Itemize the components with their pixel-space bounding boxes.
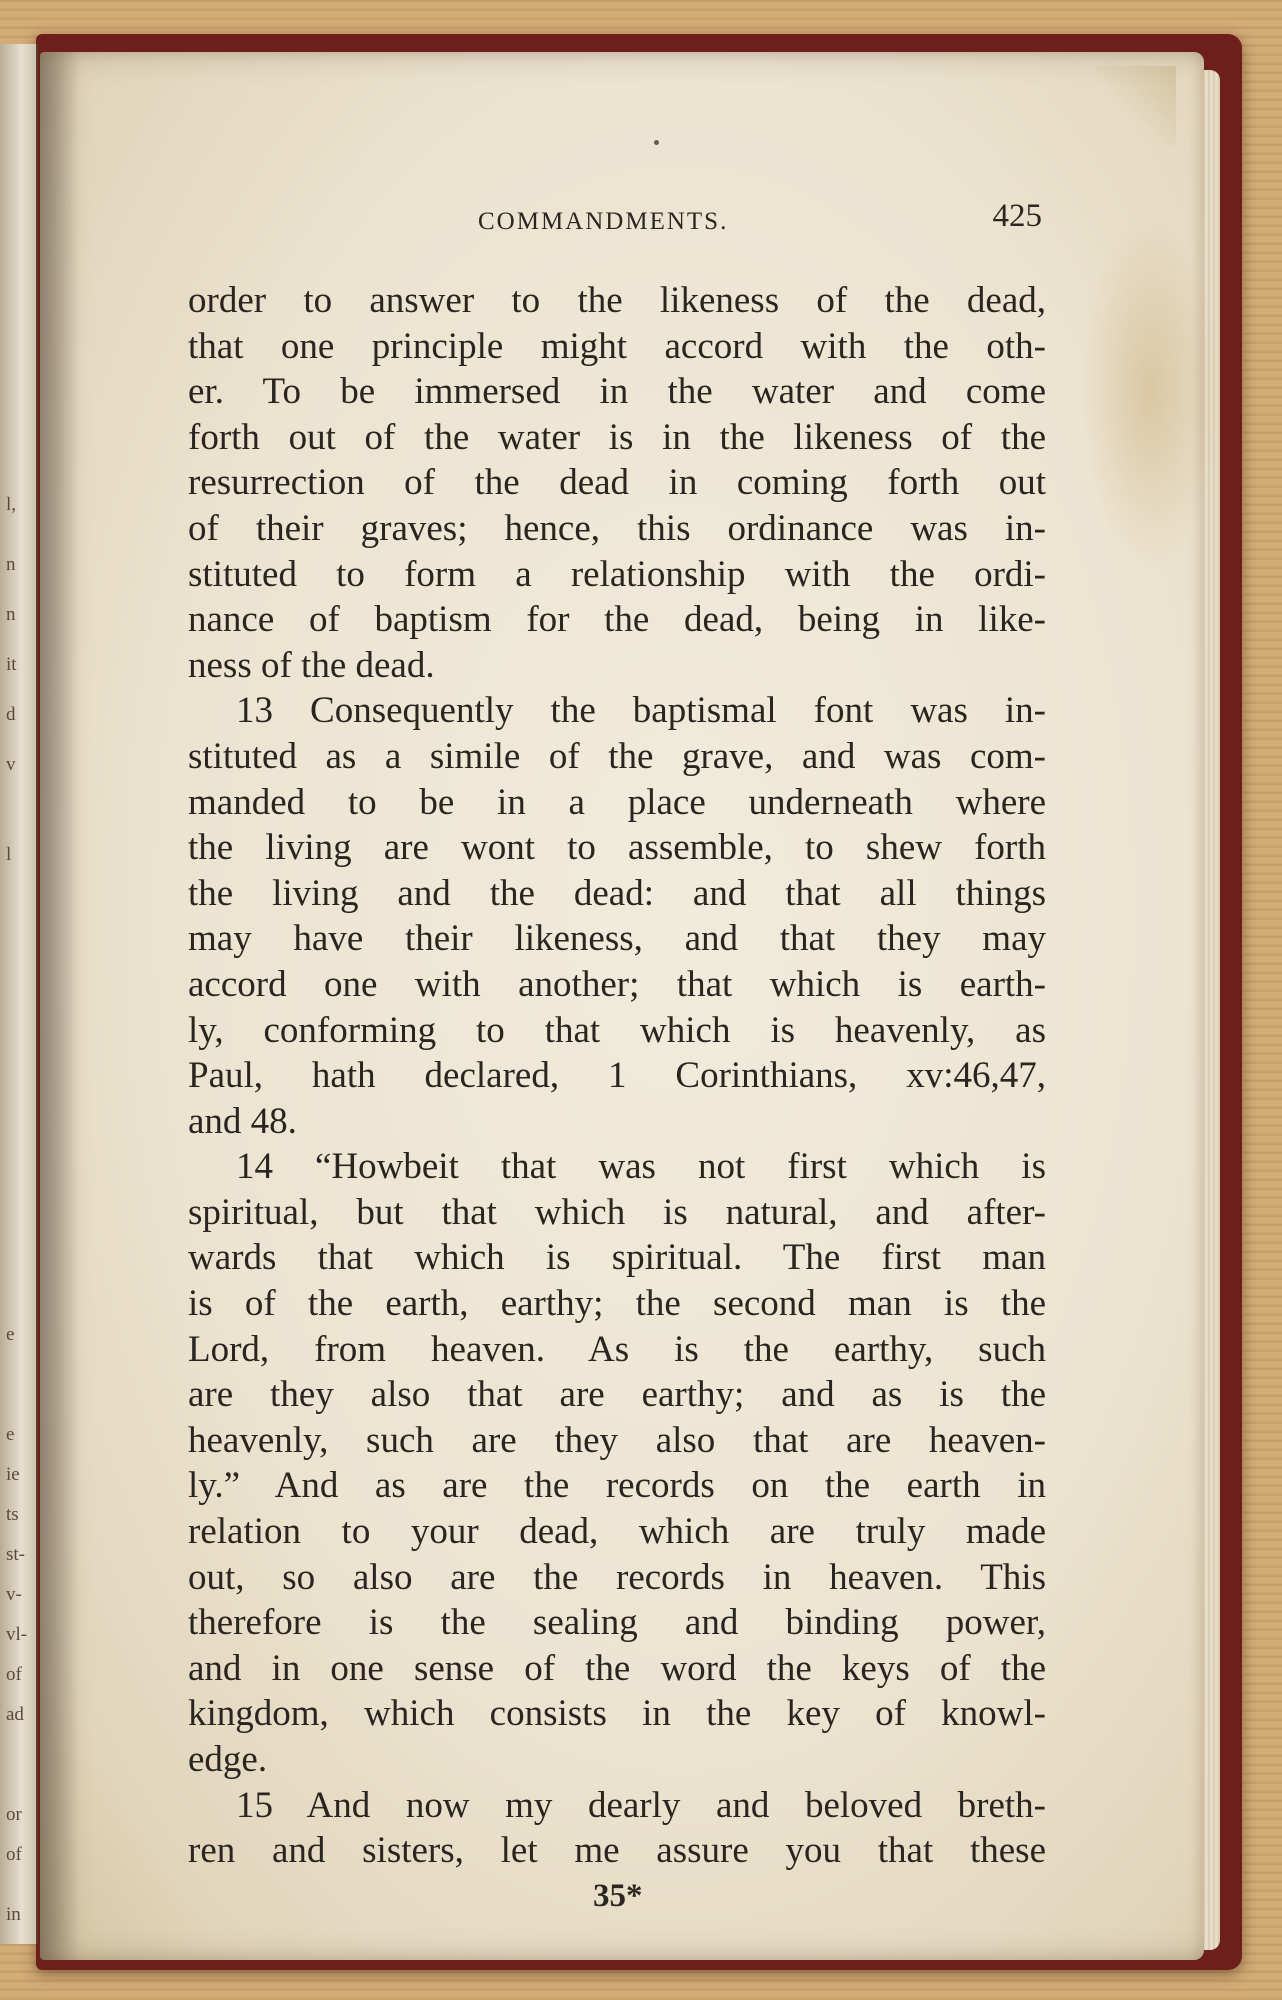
text-line: 15 And now my dearly and beloved breth- [236,1784,1046,1826]
text-line: that one principle might accord with the oth- [188,325,1046,367]
page-speck [654,140,659,145]
signature-mark: 35* [593,1878,643,1914]
text-line: and 48. [188,1100,297,1142]
facing-page-fragment: e [6,1424,15,1445]
text-line: are they also that are earthy; and as is the [188,1374,1046,1416]
page-stain [1080,212,1220,572]
page-corner-fold [1096,66,1176,146]
text-line: 13 Consequently the baptismal font was in- [236,690,1046,732]
text-line: nance of baptism for the dead, being in like- [188,599,1046,641]
text-line: spiritual, but that which is natural, and after- [188,1191,1046,1233]
facing-page-fragment: st- [6,1544,25,1565]
facing-page-fragment: of [6,1664,22,1685]
text-line: 14 “Howbeit that was not first which is [236,1146,1046,1188]
text-line: edge. [188,1739,268,1780]
text-line: and in one sense of the word the keys of the [188,1647,1046,1689]
facing-page-fragment: v [6,754,16,775]
text-line: the living are wont to assemble, to shew forth [188,827,1046,869]
page-body-text [188,278,1046,1874]
facing-page-fragment: d [6,704,16,725]
facing-page-fragment: vl- [6,1624,28,1645]
running-head: COMMANDMENTS. [478,208,729,235]
text-line: kingdom, which consists in the key of knowl- [188,1693,1046,1735]
facing-page-fragment: e [6,1324,15,1345]
text-line: heavenly, such are they also that are heaven- [188,1419,1046,1461]
text-line: forth out of the water is in the likeness of the [188,416,1046,458]
facing-page-edge [0,44,38,1944]
text-line: out, so also are the records in heaven. This [188,1556,1046,1598]
facing-page-fragment: l [6,844,12,865]
text-line: manded to be in a place underneath where [188,781,1046,823]
text-line: Lord, from heaven. As is the earthy, such [188,1328,1046,1370]
facing-page-fragment: ad [6,1704,24,1725]
text-line: ly, conforming to that which is heavenly, as [188,1009,1046,1051]
text-line: accord one with another; that which is earth- [188,963,1046,1005]
facing-page-fragment: v- [6,1584,22,1605]
facing-page-fragment: ie [6,1464,20,1485]
text-line: therefore is the sealing and binding power, [188,1602,1046,1644]
text-line: is of the earth, earthy; the second man is the [188,1283,1046,1325]
text-line: may have their likeness, and that they may [188,918,1046,960]
text-line: stituted as a simile of the grave, and was com- [188,735,1046,777]
text-line: of their graves; hence, this ordinance was in- [188,507,1046,549]
text-line: ly.” And as are the records on the earth in [188,1465,1046,1507]
text-line: Paul, hath declared, 1 Corinthians, xv:46,47, [188,1055,1046,1097]
text-line: wards that which is spiritual. The first man [188,1237,1046,1279]
facing-page-text-fragments [2,44,32,1944]
text-line: er. To be immersed in the water and come [188,371,1046,413]
text-line: order to answer to the likeness of the dead, [188,280,1046,321]
text-line: stituted to form a relationship with the ordi- [188,553,1046,595]
text-line: ren and sisters, let me assure you that these [188,1830,1046,1872]
page-header [188,198,1048,248]
page-gutter-shadow [40,52,80,1960]
facing-page-fragment: it [6,654,17,675]
text-line: ness of the dead. [188,644,435,686]
facing-page-fragment: l, [6,494,17,515]
page-number: 425 [992,198,1042,234]
text-line: resurrection of the dead in coming forth out [188,462,1046,504]
text-line: relation to your dead, which are truly made [188,1511,1046,1553]
facing-page-fragment: of [6,1844,22,1865]
facing-page-fragment: n [6,554,16,575]
facing-page-fragment: in [6,1904,21,1925]
facing-page-fragment: n [6,604,16,625]
facing-page-fragment: ts [6,1504,19,1525]
facing-page-fragment: or [6,1804,22,1825]
text-line: the living and the dead: and that all things [188,872,1046,914]
